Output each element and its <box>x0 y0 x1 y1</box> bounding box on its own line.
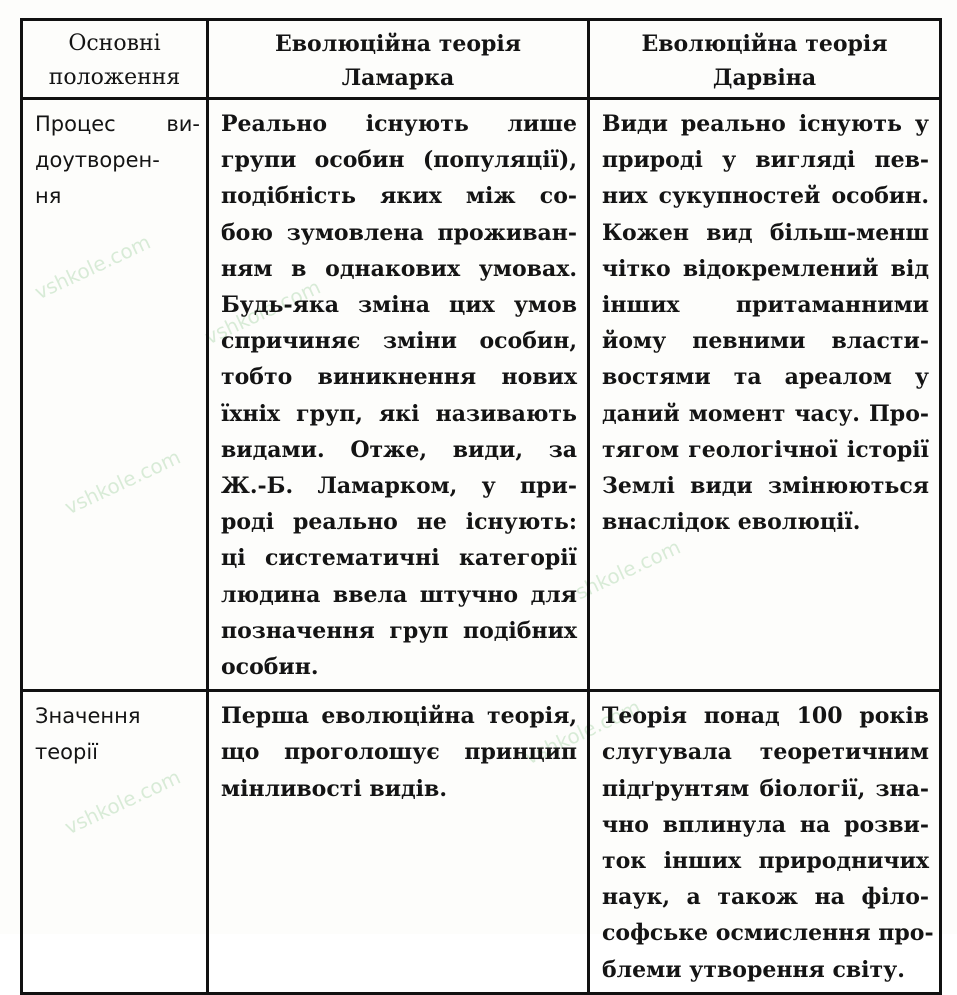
cell-line: Значення <box>35 704 141 729</box>
watermark: vshkole.com <box>520 694 645 770</box>
cell-line: чітко відокремлений від <box>602 255 929 282</box>
row-label-speciation <box>22 99 208 691</box>
cell-line: внаслідок еволюції. <box>602 509 861 536</box>
cell-line: наук, а також на філо- <box>602 884 929 911</box>
watermark: vshkole.com <box>60 444 185 520</box>
cell-line: теорії <box>35 740 98 765</box>
cell-line: їхніх груп, які називають <box>221 400 577 427</box>
cell-line: тобто виникнення нових <box>221 364 577 391</box>
cell-line: Кожен вид більш-менш <box>602 219 929 246</box>
cell-line: ці систематичні категорії <box>221 545 577 572</box>
cell-line: тягом геологічної історії <box>602 436 929 463</box>
cell-line: позначення груп подібних <box>221 617 577 644</box>
cell-line: подібність яких між со- <box>221 183 577 210</box>
cell-line: Будь-яка зміна цих умов <box>221 292 577 319</box>
cell-line: мінливості видів. <box>221 775 447 802</box>
header-text: Ламарка <box>341 65 455 91</box>
cell-line: даний момент часу. Про- <box>602 400 929 427</box>
header-text: Основні <box>68 31 161 56</box>
cell-line: чно вплинула на розви- <box>602 811 929 838</box>
cell-line: бою зумовлена проживан- <box>221 219 577 246</box>
cell-line: слугувала теоретичним <box>602 739 929 766</box>
cell-line: йому певними власти- <box>602 328 929 355</box>
header-text: Еволюційна теорія <box>274 31 522 57</box>
watermark: vshkole.com <box>60 764 185 840</box>
table-row-speciation <box>22 99 941 691</box>
cell-line: видами. Отже, види, за <box>221 436 577 463</box>
watermark: vshkole.com <box>30 229 155 305</box>
cell-line: востями та ареалом у <box>602 364 929 391</box>
cell-line: Види реально існують у <box>602 111 929 137</box>
row-label-significance <box>22 691 208 994</box>
cell-line: доутворен- <box>35 148 160 173</box>
cell-line: інших притаманними <box>602 292 929 319</box>
cell-lamarck-speciation <box>208 99 589 691</box>
cell-line: особин. <box>221 654 319 681</box>
cell-line: Реально існують лише <box>221 111 577 137</box>
cell-line: ток інших природничих <box>602 848 929 875</box>
cell-line: ня <box>35 184 62 209</box>
cell-line: що проголошує принцип <box>221 739 577 766</box>
cell-line: роді реально не існують: <box>221 509 577 536</box>
cell-darwin-speciation <box>589 99 941 691</box>
cell-line: людина ввела штучно для <box>221 581 577 608</box>
comparison-table <box>20 18 942 995</box>
header-darwin <box>589 20 941 99</box>
watermark: vshkole.com <box>560 534 685 610</box>
cell-line: Теорія понад 100 років <box>602 703 929 730</box>
watermark: vshkole.com <box>200 274 325 350</box>
header-main-points <box>22 20 208 99</box>
cell-line: Ж.-Б. Ламарком, у при- <box>221 473 577 500</box>
cell-line: блеми утворення світу. <box>602 956 905 983</box>
table-row-significance <box>22 691 941 994</box>
cell-line: них сукупностей особин. <box>602 183 929 210</box>
cell-lamarck-significance <box>208 691 589 994</box>
cell-darwin-significance <box>589 691 941 994</box>
cell-line: Перша еволюційна теорія, <box>221 703 577 730</box>
header-row <box>22 20 941 99</box>
cell-line: ням в однакових умовах. <box>221 255 577 282</box>
cell-line: спричиняє зміни особин, <box>221 328 577 355</box>
header-lamarck <box>208 20 589 99</box>
header-text: Дарвіна <box>712 65 817 91</box>
cell-line: Землі види змінюються <box>602 473 929 500</box>
header-text: Еволюційна теорія <box>641 31 888 57</box>
cell-line: природі у вигляді пев- <box>602 147 929 174</box>
cell-line: Процес ви- <box>35 112 200 136</box>
header-text: положення <box>48 65 181 90</box>
cell-line: софське осмислення про- <box>602 920 934 947</box>
cell-line: підґрунтям біології, зна- <box>602 775 929 802</box>
cell-line: групи особин (популяції), <box>221 147 577 174</box>
